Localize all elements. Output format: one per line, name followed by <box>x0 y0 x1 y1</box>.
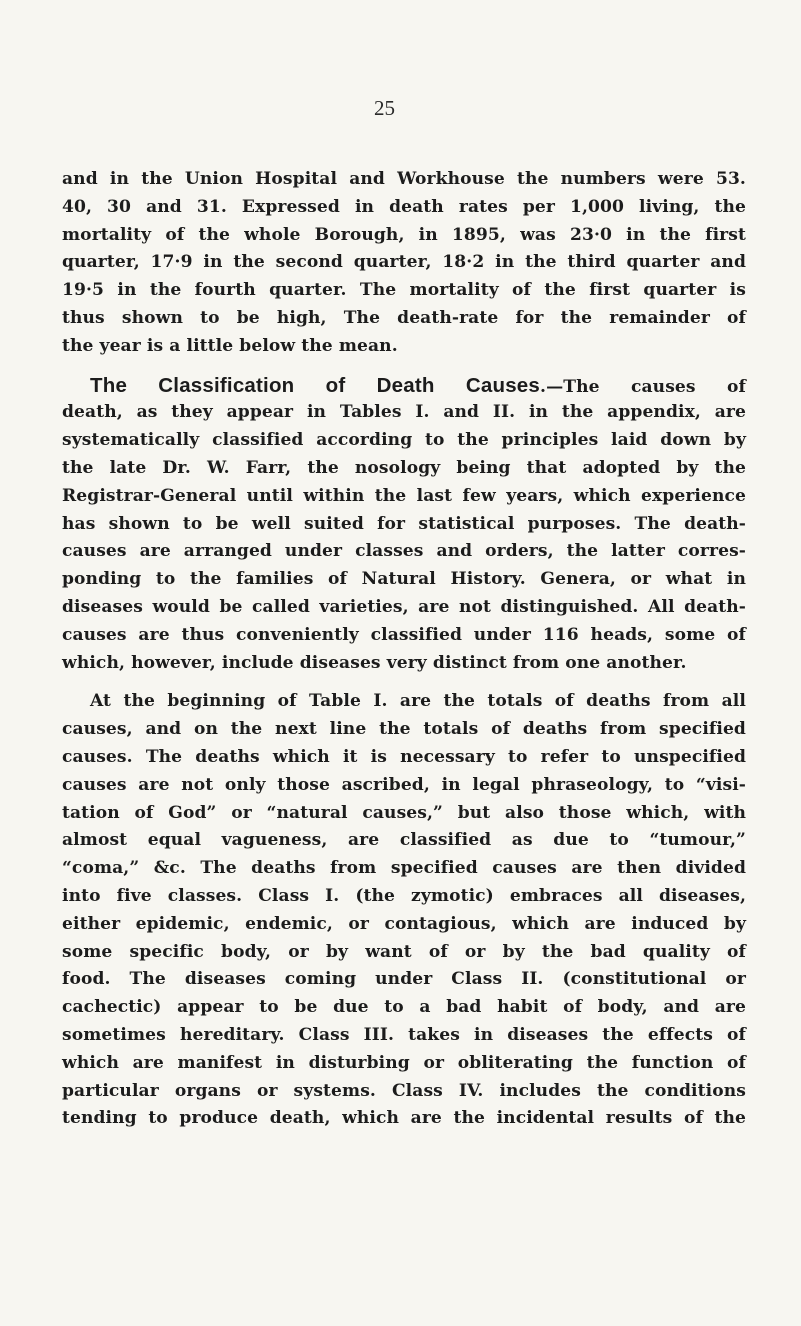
text-line: causes. The deaths which it is necessary to refer to unspecified <box>62 746 746 767</box>
text-line: causes, and on the next line the totals of deaths from specified <box>62 719 746 740</box>
paragraph-mortality <box>62 166 746 361</box>
text-line: either epidemic, endemic, or contagious, which are induced by <box>62 913 746 934</box>
text-line: has shown to be well suited for statistical purposes. The death- <box>62 513 746 534</box>
text-line: “coma,” &c. The deaths from specified causes are then divided <box>62 858 746 879</box>
body-text <box>62 166 746 1133</box>
text-line: almost equal vagueness, are classified as due to “tumour,” <box>62 830 746 851</box>
text-line: tation of God” or “natural causes,” but also those which, with <box>62 802 746 823</box>
text-line: particular organs or systems. Class IV. includes the conditions <box>62 1080 746 1101</box>
text-line: mortality of the whole Borough, in 1895, was 23·0 in the first <box>62 224 746 245</box>
text-line: At the beginning of Table I. are the totals of deaths from all <box>90 691 746 712</box>
text-line: Registrar-General until within the last few years, which experience <box>62 485 746 506</box>
text-line: causes are arranged under classes and orders, the latter corres- <box>62 541 746 562</box>
text-line: which, however, include diseases very distinct from one another. <box>62 652 687 673</box>
text-line: food. The diseases coming under Class II. (constitutional or <box>62 969 746 990</box>
text-line: 40, 30 and 31. Expressed in death rates per 1,000 living, the <box>62 196 746 217</box>
text-line: systematically classified according to the principles laid down by <box>62 430 746 451</box>
text-line: and in the Union Hospital and Workhouse the numbers were 53. <box>62 169 746 189</box>
text-line: quarter, 17·9 in the second quarter, 18·2 in the third quarter and <box>62 252 746 273</box>
text-line: tending to produce death, which are the incidental results of the <box>62 1108 746 1129</box>
text-line: the year is a little below the mean. <box>62 335 398 356</box>
text-line: causes are thus conveniently classified under 116 heads, some of <box>62 624 746 645</box>
text-line: sometimes hereditary. Class III. takes in diseases the effects of <box>62 1024 746 1045</box>
heading-rest-text: .—The causes of <box>540 376 746 397</box>
text-line: thus shown to be high, The death-rate for the remainder of <box>62 307 746 328</box>
text-line: which are manifest in disturbing or obliterating the function of <box>62 1052 746 1073</box>
text-line: the late Dr. W. Farr, the nosology being that adopted by the <box>62 457 746 478</box>
text-line: cachectic) appear to be due to a bad habit of body, and are <box>62 997 746 1018</box>
paragraph-classification <box>62 372 746 678</box>
section-heading: The Classification of Death Causes <box>90 373 541 397</box>
text-line: into five classes. Class I. (the zymotic) embraces all diseases, <box>62 885 746 906</box>
page-number: 25 <box>374 96 395 120</box>
text-line: some specific body, or by want of or by the bad quality of <box>62 941 746 962</box>
paragraph-table-one <box>62 688 746 1133</box>
text-line: diseases would be called varieties, are not distinguished. All death- <box>62 596 746 617</box>
text-line: 19·5 in the fourth quarter. The mortality of the first quarter is <box>62 280 746 301</box>
heading-line <box>62 372 746 400</box>
text-line: causes are not only those ascribed, in legal phraseology, to “visi- <box>62 774 746 795</box>
text-line: death, as they appear in Tables I. and II. in the appendix, are <box>62 402 746 423</box>
text-line: ponding to the families of Natural History. Genera, or what in <box>62 569 746 590</box>
